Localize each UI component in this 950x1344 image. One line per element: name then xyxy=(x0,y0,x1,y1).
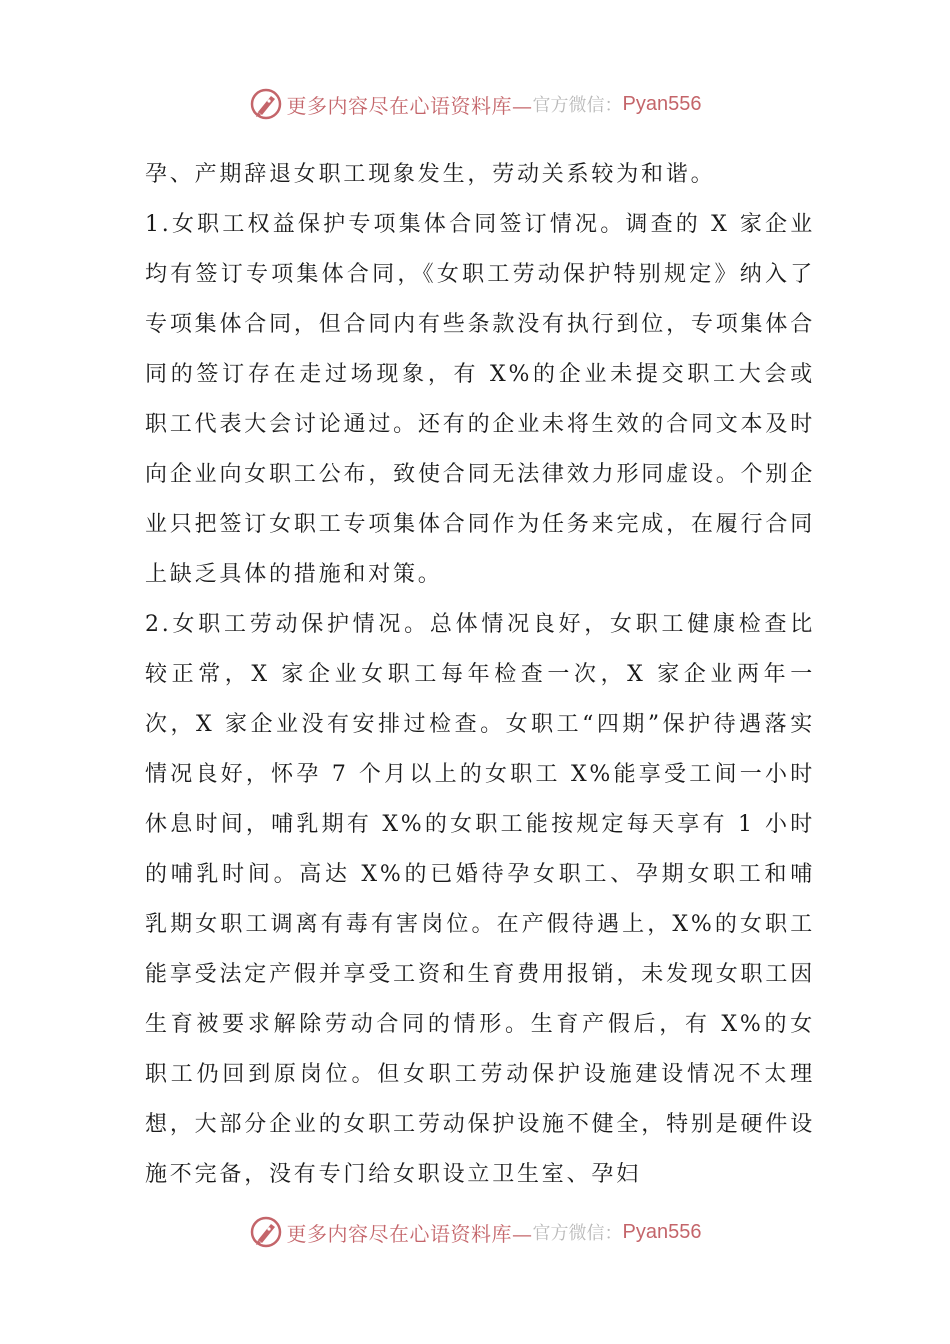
banner-text: 更多内容尽在心语资料库— xyxy=(286,1221,533,1246)
header-banner xyxy=(0,84,950,124)
pen-nib-logo-icon xyxy=(249,87,283,121)
paragraph-labor-protection: 2.女职工劳动保护情况。总体情况良好，女职工健康检查比较正常，X 家企业女职工每年检查一次，X 家企业两年一次，X 家企业没有安排过检查。女职工“四期”保护待遇落实情况良好，怀孕 7 个月以上的女职工 X%能享受工间一小时休息时间，哺乳期有 X%的女职工能按规定每天享有 1 小时的哺乳时间。高达 X%的已婚待孕女职工、孕期女职工和哺乳期女职工调离有毒有害岗位。在产假待遇上，X%的女职工能享受法定产假并享受工资和生育费用报销，未发现女职工因生育被要求解除劳动合同的情形。生育产假后，有 X%的女职工仍回到原岗位。但女职工劳动保护设施建设情况不太理想，大部分企业的女职工劳动保护设施不健全，特别是硬件设施不完备，没有专门给女职设立卫生室、孕妇 xyxy=(145,612,815,1187)
banner-wechat-id: Pyan556 xyxy=(622,92,702,115)
pen-nib-logo-icon xyxy=(249,1215,283,1249)
paragraph-contract-signing: 1.女职工权益保护专项集体合同签订情况。调查的 X 家企业均有签订专项集体合同，《女职工劳动保护特别规定》纳入了专项集体合同，但合同内有些条款没有执行到位，专项集体合同的签订存在走过场现象，有 X%的企业未提交职工大会或职工代表大会讨论通过。还有的企业未将生效的合同文本及时向企业向女职工公布，致使合同无法律效力形同虚设。个别企业只把签订女职工专项集体合同作为任务来完成，在履行合同上缺乏具体的措施和对策。 xyxy=(145,212,815,587)
paragraph-continuation: 孕、产期辞退女职工现象发生，劳动关系较为和谐。 xyxy=(145,162,716,187)
footer-banner xyxy=(0,1212,950,1252)
document-body xyxy=(145,150,815,1200)
banner-wechat-label: 官方微信： xyxy=(532,95,623,116)
banner-wechat-id: Pyan556 xyxy=(622,1220,702,1243)
banner-text: 更多内容尽在心语资料库— xyxy=(286,93,533,118)
banner-wechat-label: 官方微信： xyxy=(532,1223,623,1244)
